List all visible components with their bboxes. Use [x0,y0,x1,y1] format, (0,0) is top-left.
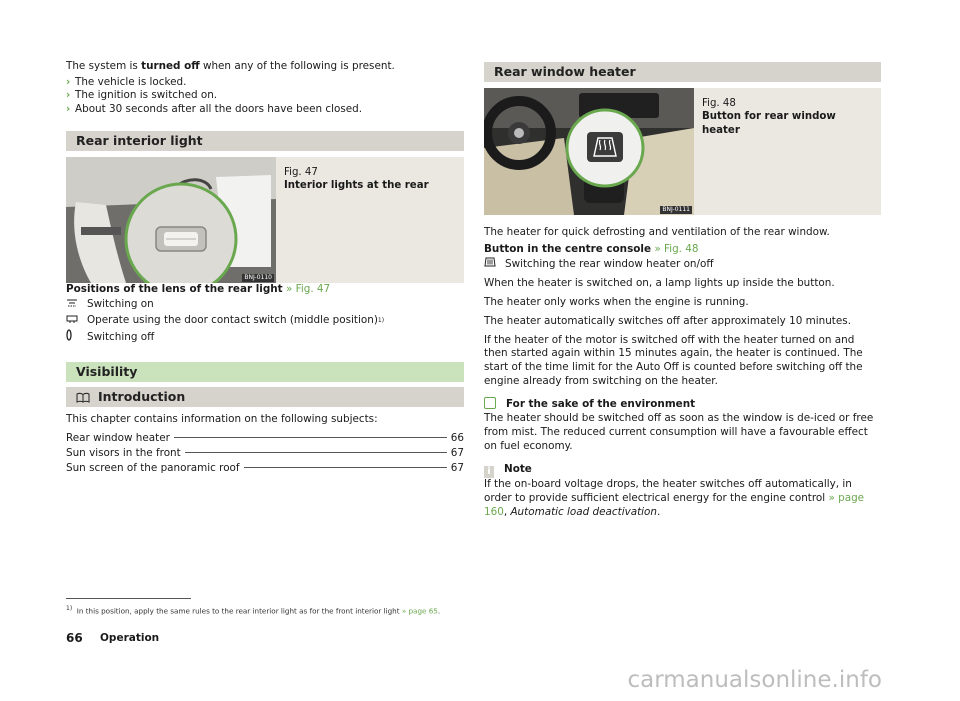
chapter-text: This chapter contains information on the following subjects: [66,413,378,426]
introduction-heading: Introduction [66,387,464,407]
list-item: Switching on [66,298,464,313]
paragraph: The heater only works when the engine is running. [484,296,749,309]
environment-heading: For the sake of the environment [484,397,881,412]
note-text: If the on-board voltage drops, the heater switches off automatically, in order to provide sufficient electrical energy for the engine control » page 160, Automatic load deactivation. [484,478,865,518]
interior-light-photo [66,157,276,283]
list-item: Switching the rear window heater on/off [484,257,881,272]
toc-item[interactable]: Rear window heater 66 [66,432,464,445]
left-column [66,60,464,477]
page-number: 66 [66,631,83,645]
environment-icon [484,397,496,409]
note-heading: i Note [484,463,881,478]
footnote: $^{1)}$ In this position, apply the same rules to the rear interior light as for the front interior light » page 65. [66,605,441,616]
figure-48-caption: Fig. 48 Button for rear window heater [702,98,836,136]
figure-47 [66,157,464,283]
interior-light-on-icon [66,298,87,313]
figure-47-caption: Fig. 47 Interior lights at the rear [284,166,429,192]
info-icon: i [484,466,494,478]
section-heading-rear-interior-light: Rear interior light [66,131,464,151]
watermark: carmanualsonline.info [627,666,882,693]
arrow-icon: › [66,75,71,88]
section-heading-rear-window-heater: Rear window heater [484,62,881,82]
list-item: Operate using the door contact switch (middle position) 1) [66,314,464,329]
rear-window-button-photo [484,88,694,215]
paragraph: The heater for quick defrosting and ventilation of the rear window. [484,226,830,238]
toc-item[interactable]: Sun visors in the front 67 [66,447,464,460]
list-item: › The ignition is switched on. [66,89,218,102]
book-icon [76,392,90,403]
page-link[interactable]: » page 160 [484,492,865,518]
figure-link[interactable]: » Fig. 48 [654,242,699,255]
footer-section: Operation [100,632,160,644]
paragraph: If the heater of the motor is switched off with the heater turned on and then started again within 15 minutes again, the heater is continued. The start of the time limit for the Auto Off is counted before switching off the engine already from switching on the heater. [484,333,863,387]
list-item: › About 30 seconds after all the doors have been closed. [66,103,363,116]
toc-item[interactable]: Sun screen of the panoramic roof 67 [66,462,464,475]
toc-list [66,432,464,477]
list-item: › The vehicle is locked. [66,75,187,88]
intro-paragraph: The system is turned off when any of the following is present. [66,60,395,72]
paragraph: When the heater is switched on, a lamp lights up inside the button. [484,277,835,290]
figure-48-image [484,88,694,215]
footnote-divider [66,598,191,599]
figure-link[interactable]: » Fig. 47 [285,282,331,295]
list-item: Switching off [66,329,464,346]
figure-48 [484,88,881,215]
section-heading-visibility: Visibility [66,362,464,382]
rear-window-heater-icon [484,257,505,272]
lens-positions-heading: Positions of the lens of the rear light » Fig. 47 [66,282,331,295]
button-heading: Button in the centre console » Fig. 48 [484,242,699,255]
page-link[interactable]: » page 65 [401,606,438,616]
figure-code: BNJ-0111 [662,206,690,214]
figure-code: BNJ-0110 [244,274,272,282]
door-contact-icon [66,314,87,329]
figure-47-image [66,157,276,283]
environment-text: The heater should be switched off as soon as the window is de-iced or free from mist. The reduced current consumption will have a favourable effect on fuel economy. [484,412,874,452]
switch-off-icon [66,329,87,346]
arrow-icon: › [66,89,71,102]
arrow-icon: › [66,103,71,116]
paragraph: The heater automatically switches off after approximately 10 minutes. [484,314,851,327]
right-column [484,62,881,520]
